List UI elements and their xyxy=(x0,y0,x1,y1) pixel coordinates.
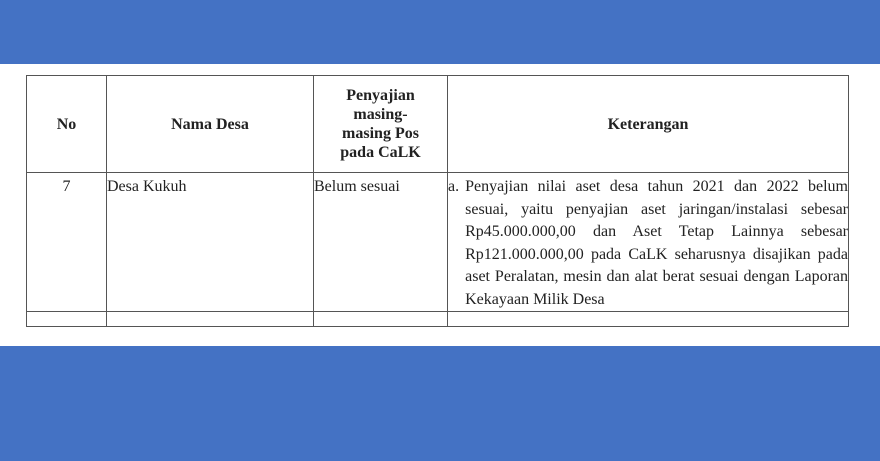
header-penyajian xyxy=(314,76,448,173)
header-penyajian-line: masing- xyxy=(353,106,408,123)
table-row-cutoff xyxy=(27,312,849,327)
cell-cutoff xyxy=(27,312,107,327)
document-page xyxy=(0,64,880,346)
cell-keterangan xyxy=(448,173,849,312)
table-header-row xyxy=(27,76,849,173)
header-keterangan: Keterangan xyxy=(448,76,849,173)
header-no: No xyxy=(27,76,107,173)
header-penyajian-line: pada CaLK xyxy=(340,144,421,161)
header-nama-desa: Nama Desa xyxy=(107,76,314,173)
keterangan-text: Penyajian nilai aset desa tahun 2021 dan 2022 belum sesuai, yaitu penyajian aset jaringan/instalasi sebesar Rp45.000.000,00 dan Aset Tetap Lainnya sebesar Rp121.000.000,00 pada CaLK seharusnya disajikan pada aset Peralatan, mesin dan alat berat sesuai dengan Laporan Kekayaan Milik Desa xyxy=(465,178,848,308)
header-penyajian-line: Penyajian xyxy=(346,87,415,104)
cell-no: 7 xyxy=(27,173,107,312)
header-penyajian-line: masing Pos xyxy=(342,125,419,142)
table-row xyxy=(27,173,849,312)
keterangan-item xyxy=(448,176,848,311)
village-asset-table xyxy=(26,75,849,327)
keterangan-marker: a. xyxy=(448,178,460,195)
cell-cutoff xyxy=(314,312,448,327)
cell-nama-desa: Desa Kukuh xyxy=(107,173,314,312)
cell-cutoff xyxy=(448,312,849,327)
cell-penyajian: Belum sesuai xyxy=(314,173,448,312)
cell-cutoff xyxy=(107,312,314,327)
